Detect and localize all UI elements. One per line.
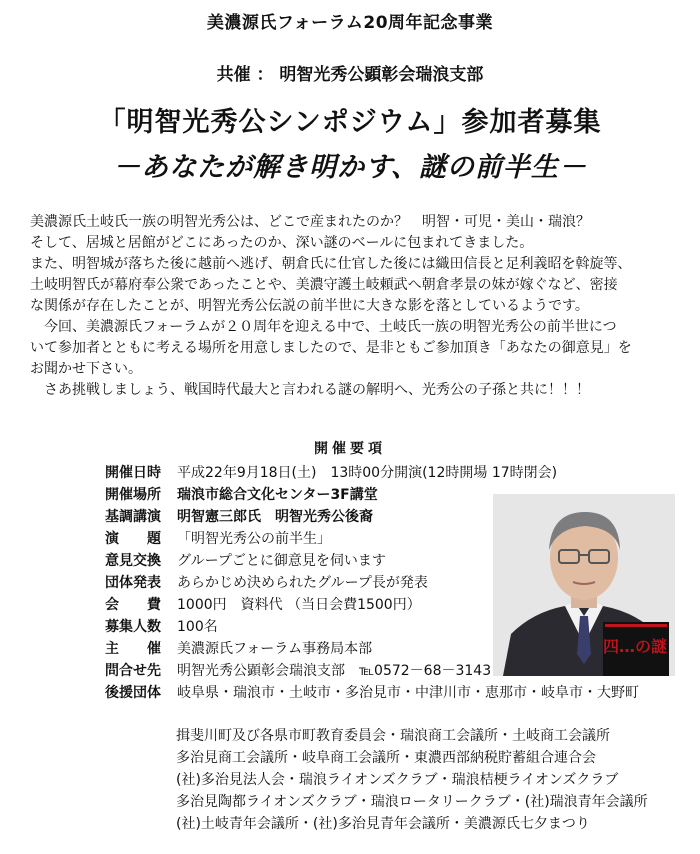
- detail-label: 意見交換: [105, 553, 161, 569]
- detail-value: 1000円 資料代 （当日会費1500円）: [177, 597, 421, 613]
- detail-label: 開催日時: [105, 465, 161, 481]
- detail-value: 「明智光秀公の前半生」: [177, 531, 331, 547]
- intro-line: また、明智城が落ちた後に越前へ逃げ、朝倉氏に仕官した後には織田信長と足利義昭を斡旋等、: [30, 256, 632, 272]
- sponsor-line: 多治見陶都ライオンズクラブ・瑞浪ロータリークラブ・(社)瑞浪青年会議所: [176, 794, 648, 810]
- detail-row-sponsors: [105, 682, 695, 704]
- intro-line: 今回、美濃源氏フォーラムが２０周年を迎える中で、土岐氏一族の明智光秀公の前半世につ: [30, 319, 617, 335]
- detail-row-date: [105, 462, 695, 484]
- detail-value: 瑞浪市総合文化センター3F講堂: [177, 487, 378, 503]
- detail-label: 基調講演: [105, 509, 161, 525]
- details-heading: 開催要項: [314, 441, 386, 457]
- detail-value: あらかじめ決められたグループ長が発表: [177, 575, 428, 591]
- intro-line: いて参加者とともに考える場所を用意しましたので、是非ともご参加頂き「あなたの御意見」を: [30, 340, 632, 356]
- intro-line: そして、居城と居館がどこにあったのか、深い謎のベールに包まれてきました。: [30, 235, 534, 251]
- detail-label: 開催場所: [105, 487, 161, 503]
- sponsor-line: 揖斐川町及び各県市町教育委員会・瑞浪商工会議所・土岐商工会議所: [176, 728, 610, 744]
- intro-line: さあ挑戦しましょう、戦国時代最大と言われる謎の解明へ、光秀公の子孫と共に！！！: [30, 382, 590, 398]
- intro-line: 土岐明智氏が幕府奉公衆であったことや、美濃守護土岐頼武へ朝倉孝景の妹が嫁ぐなど、密接: [30, 277, 618, 293]
- sponsor-list: [176, 725, 648, 835]
- book-title: 四…の謎: [602, 637, 668, 656]
- speaker-photo: [493, 494, 675, 676]
- detail-value: 100名: [177, 619, 218, 635]
- book-stripe: [605, 624, 667, 627]
- detail-label: 演 題: [105, 531, 161, 547]
- intro-line: お聞かせ下さい。: [30, 361, 142, 377]
- sponsor-line: (社)土岐青年会議所・(社)多治見青年会議所・美濃源氏七夕まつり: [176, 816, 590, 832]
- intro-line: な関係が存在したことが、明智光秀公伝説の前半世に大きな影を落としているようです。: [30, 298, 589, 314]
- detail-label: 主 催: [105, 641, 161, 657]
- organizer-line: 共催 ： 明智光秀公顕彰会瑞浪支部: [216, 65, 484, 85]
- intro-line: 美濃源氏土岐氏一族の明智光秀公は、どこで産まれたのか？ 明智・可児・美山・瑞浪？: [30, 214, 590, 230]
- detail-label: 募集人数: [105, 619, 161, 635]
- page-title: 「明智光秀公シンポジウム」参加者募集: [98, 107, 602, 138]
- event-series-heading: 美濃源氏フォーラム20周年記念事業: [206, 13, 494, 33]
- detail-value: 明智憲三郎氏 明智光秀公後裔: [177, 509, 373, 525]
- detail-value: 明智光秀公顕彰会瑞浪支部 ℡0572－68－3143: [177, 663, 492, 679]
- speaker-portrait: [493, 494, 675, 676]
- detail-label: 後援団体: [105, 685, 161, 701]
- detail-value: 美濃源氏フォーラム事務局本部: [177, 641, 373, 657]
- page-subtitle: －あなたが解き明かす、謎の前半生－: [113, 152, 587, 183]
- detail-label: 問合せ先: [105, 663, 161, 679]
- detail-value: グループごとに御意見を伺います: [177, 553, 386, 569]
- detail-value: 平成22年9月18日(土) 13時00分開演(12時開場 17時閉会): [177, 465, 558, 481]
- detail-value: 岐阜県・瑞浪市・土岐市・多治見市・中津川市・恵那市・岐阜市・大野町: [177, 685, 639, 701]
- sponsor-line: (社)多治見法人会・瑞浪ライオンズクラブ・瑞浪桔梗ライオンズクラブ: [176, 772, 619, 788]
- detail-label: 団体発表: [105, 575, 161, 591]
- intro-paragraph: [30, 212, 678, 401]
- detail-label: 会 費: [105, 597, 161, 613]
- sponsor-line: 多治見商工会議所・岐阜商工会議所・東濃西部納税貯蓄組合連合会: [176, 750, 596, 766]
